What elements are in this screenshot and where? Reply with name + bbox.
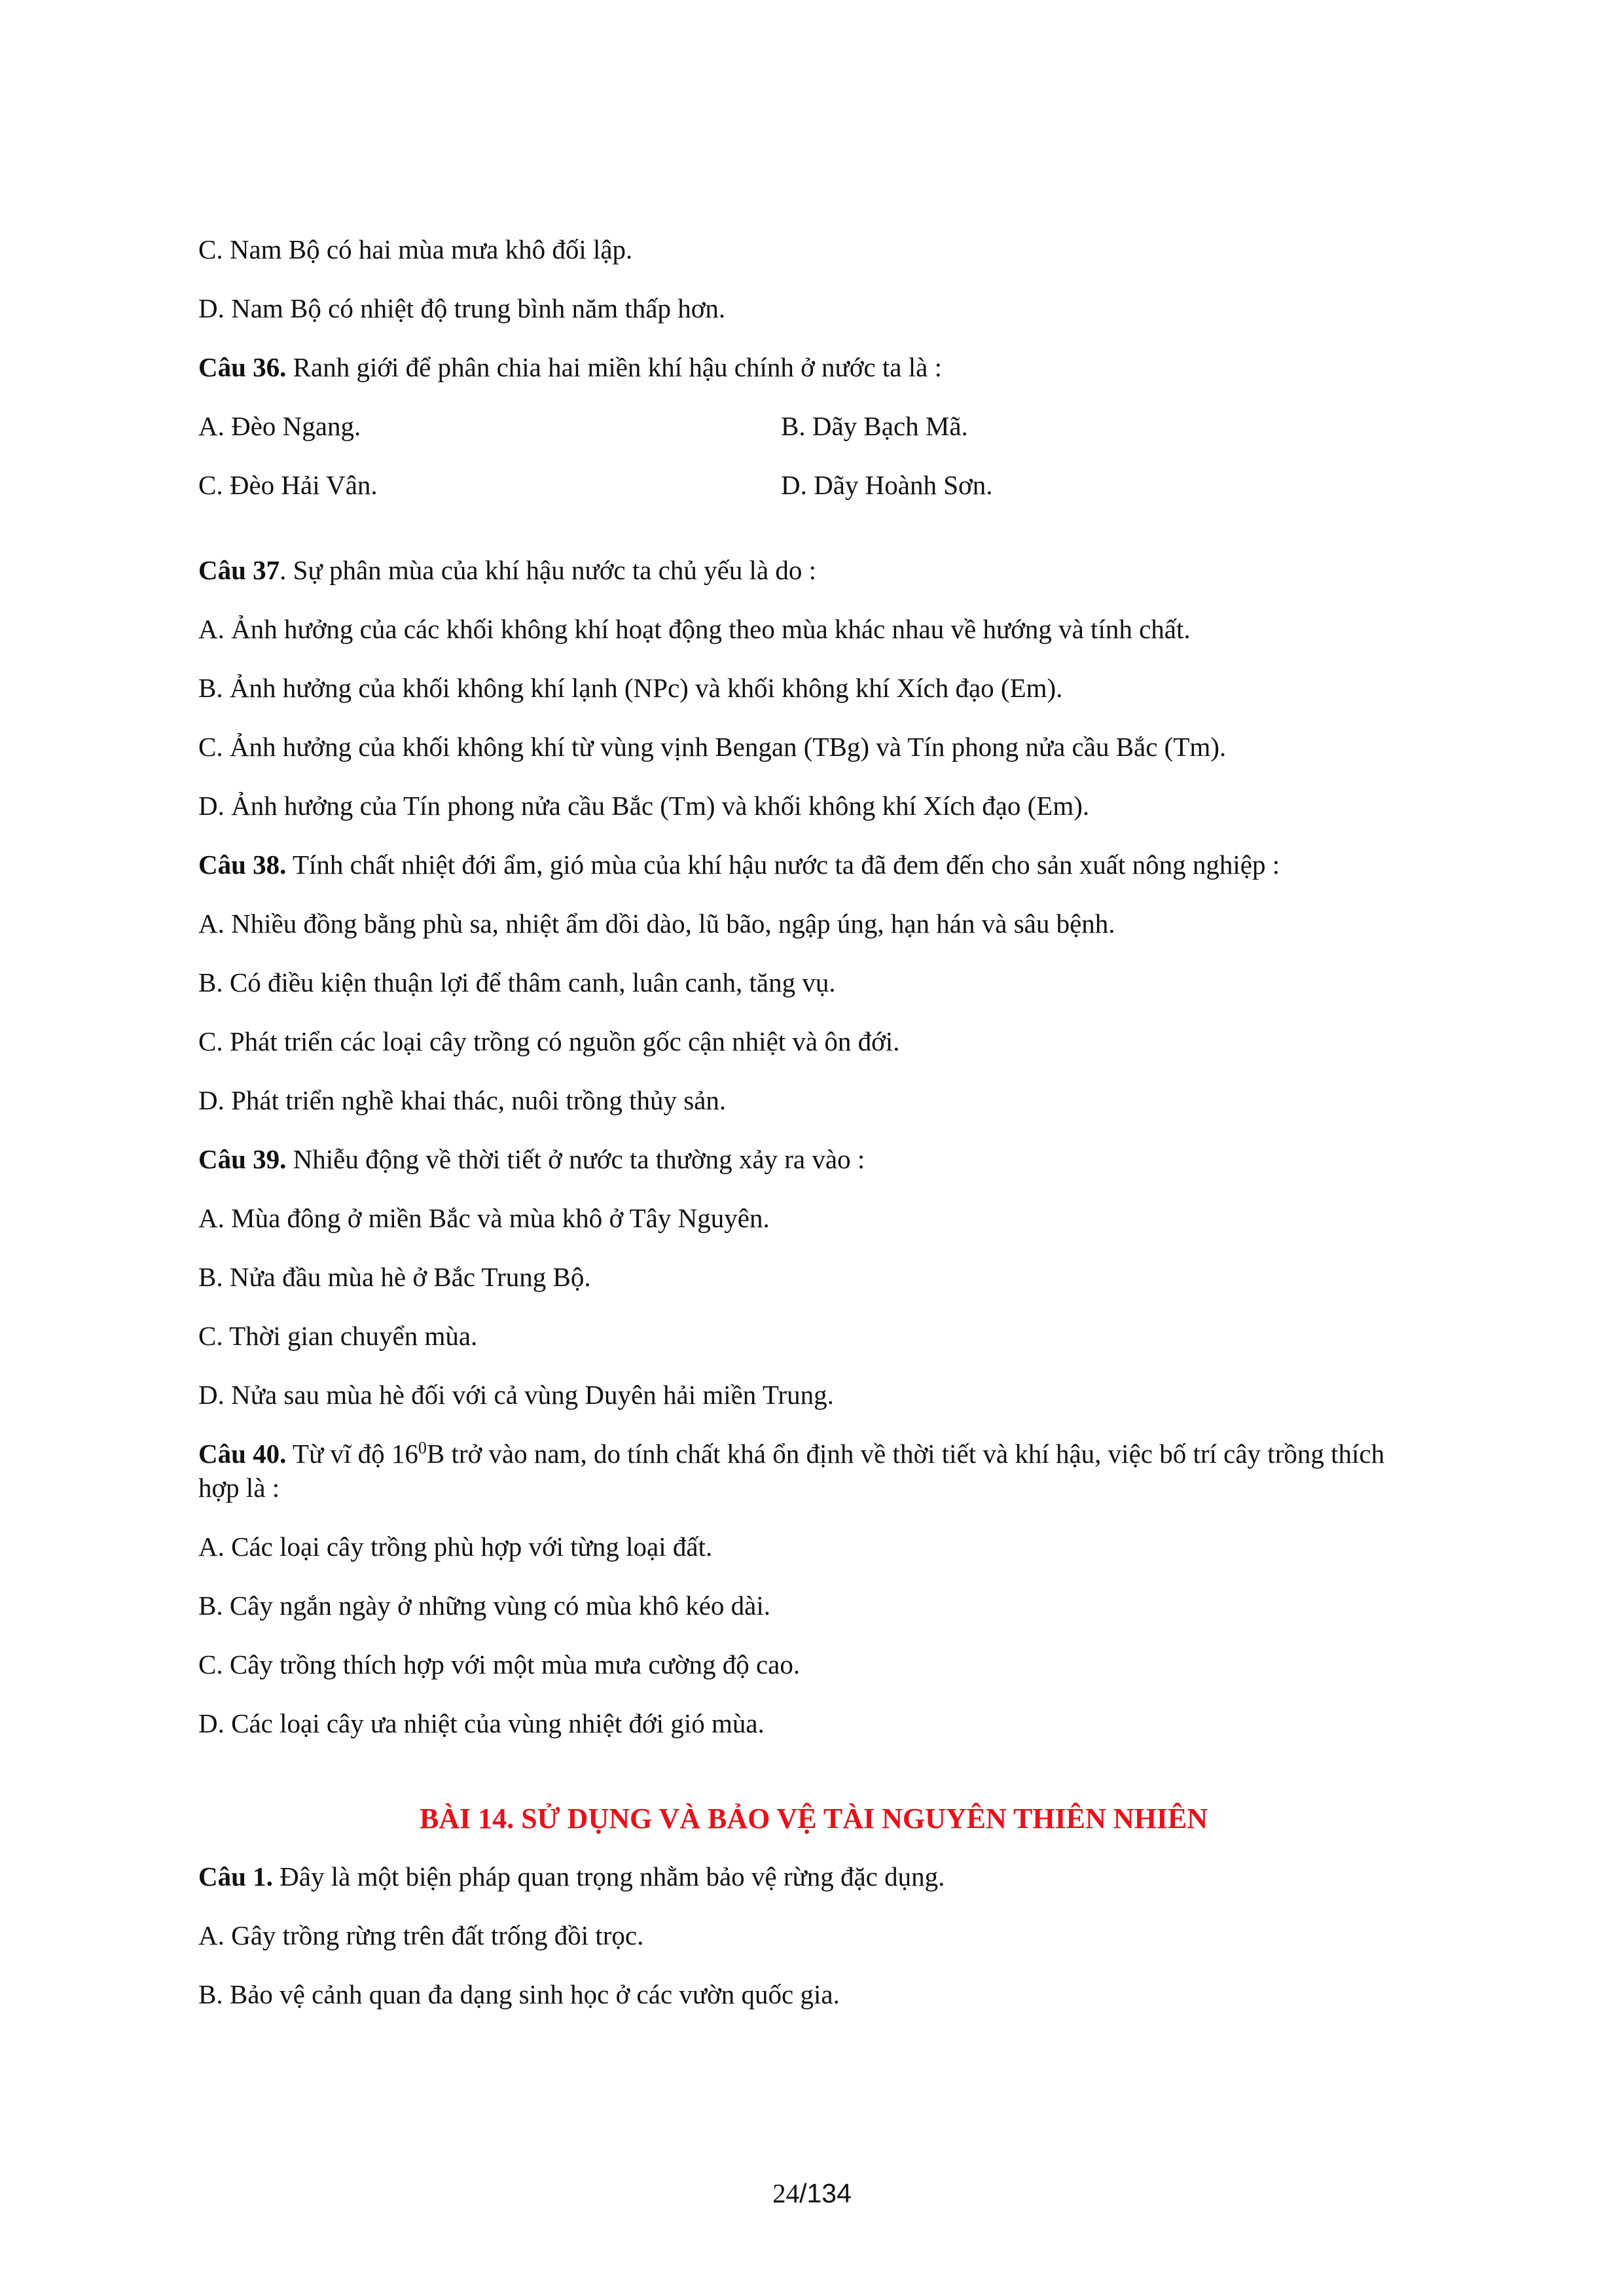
page-current: 24: [772, 2178, 800, 2208]
option-a: A. Các loại cây trồng phù hợp với từng loại đất.: [198, 1532, 713, 1562]
question-text: . Sự phân mùa của khí hậu nước ta chủ yếu là do :: [280, 555, 817, 585]
option-d: D. Nửa sau mùa hè đối với cả vùng Duyên hải miền Trung.: [198, 1380, 834, 1410]
option-d: D. Dãy Hoành Sơn.: [781, 470, 993, 500]
question-label: Câu 39.: [198, 1144, 287, 1174]
degree-superscript: 0: [418, 1438, 427, 1458]
option-a: A. Ảnh hưởng của các khối không khí hoạt động theo mùa khác nhau về hướng và tính chất.: [198, 614, 1191, 644]
question-37: [198, 553, 1429, 587]
option-a: A. Nhiều đồng bằng phù sa, nhiệt ẩm dồi dào, lũ bão, ngập úng, hạn hán và sâu bệnh.: [198, 908, 1115, 939]
option-c: C. Nam Bộ có hai mùa mưa khô đối lập.: [198, 234, 633, 264]
section-title: BÀI 14. SỬ DỤNG VÀ BẢO VỆ TÀI NGUYÊN THIÊN NHIÊN: [419, 1803, 1208, 1835]
page-number: [0, 2176, 1624, 2210]
question-1: [198, 1859, 1429, 1893]
question-label: Câu 37: [198, 555, 280, 585]
question-text: Tính chất nhiệt đới ẩm, gió mùa của khí hậu nước ta đã đem đến cho sản xuất nông nghiệp :: [286, 850, 1280, 880]
page-content: [198, 232, 1429, 2036]
options-row: [198, 409, 1429, 443]
question-label: Câu 36.: [198, 352, 287, 382]
option-b: B. Ảnh hưởng của khối không khí lạnh (NPc) và khối không khí Xích đạo (Em).: [198, 673, 1063, 703]
spacer: [198, 527, 1429, 553]
option-b: B. Có điều kiện thuận lợi để thâm canh, luân canh, tăng vụ.: [198, 967, 836, 997]
option-a: A. Mùa đông ở miền Bắc và mùa khô ở Tây Nguyên.: [198, 1203, 770, 1233]
option-c: C. Cây trồng thích hợp với một mùa mưa cường độ cao.: [198, 1649, 801, 1679]
question-label: Câu 38.: [198, 850, 287, 880]
page-total: /134: [799, 2178, 852, 2208]
question-text: Nhiễu động về thời tiết ở nước ta thường xảy ra vào :: [286, 1144, 865, 1174]
option-c: C. Đèo Hải Vân.: [198, 470, 378, 500]
option-d: D. Nam Bộ có nhiệt độ trung bình năm thấp hơn.: [198, 293, 726, 323]
question-text: Ranh giới để phân chia hai miền khí hậu chính ở nước ta là :: [286, 352, 942, 382]
option-c: C. Thời gian chuyển mùa.: [198, 1321, 478, 1351]
option-b: B. Nửa đầu mùa hè ở Bắc Trung Bộ.: [198, 1262, 591, 1292]
question-39: [198, 1142, 1429, 1176]
option-c: C. Ảnh hưởng của khối không khí từ vùng vịnh Bengan (TBg) và Tín phong nửa cầu Bắc (Tm).: [198, 732, 1227, 762]
question-40: [198, 1437, 1429, 1505]
option-a: A. Gây trồng rừng trên đất trống đồi trọc.: [198, 1920, 644, 1950]
question-text: Đây là một biện pháp quan trọng nhằm bảo vệ rừng đặc dụng.: [272, 1861, 945, 1892]
question-36: [198, 350, 1429, 384]
options-row: [198, 468, 1429, 502]
option-d: D. Ảnh hưởng của Tín phong nửa cầu Bắc (Tm) và khối không khí Xích đạo (Em).: [198, 791, 1090, 821]
option-d: D. Các loại cây ưa nhiệt của vùng nhiệt đới gió mùa.: [198, 1708, 765, 1738]
question-38: [198, 848, 1429, 882]
option-c: C. Phát triển các loại cây trồng có nguồn gốc cận nhiệt và ôn đới.: [198, 1026, 900, 1056]
option-b: B. Dãy Bạch Mã.: [781, 411, 968, 441]
option-a: A. Đèo Ngang.: [198, 411, 361, 441]
option-d: D. Phát triển nghề khai thác, nuôi trồng thủy sản.: [198, 1085, 727, 1115]
question-text-continued: B trở vào nam, do tính chất khá ổn định về thời tiết và khí hậu, việc bố trí cây trồng thích hợp là :: [198, 1439, 1385, 1503]
question-label: Câu 1.: [198, 1861, 273, 1892]
option-b: B. Bảo vệ cảnh quan đa dạng sinh học ở các vườn quốc gia.: [198, 1979, 840, 2009]
question-label: Câu 40.: [198, 1439, 287, 1469]
question-text: Từ vĩ độ 16: [286, 1439, 418, 1469]
option-b: B. Cây ngắn ngày ở những vùng có mùa khô kéo dài.: [198, 1590, 771, 1621]
